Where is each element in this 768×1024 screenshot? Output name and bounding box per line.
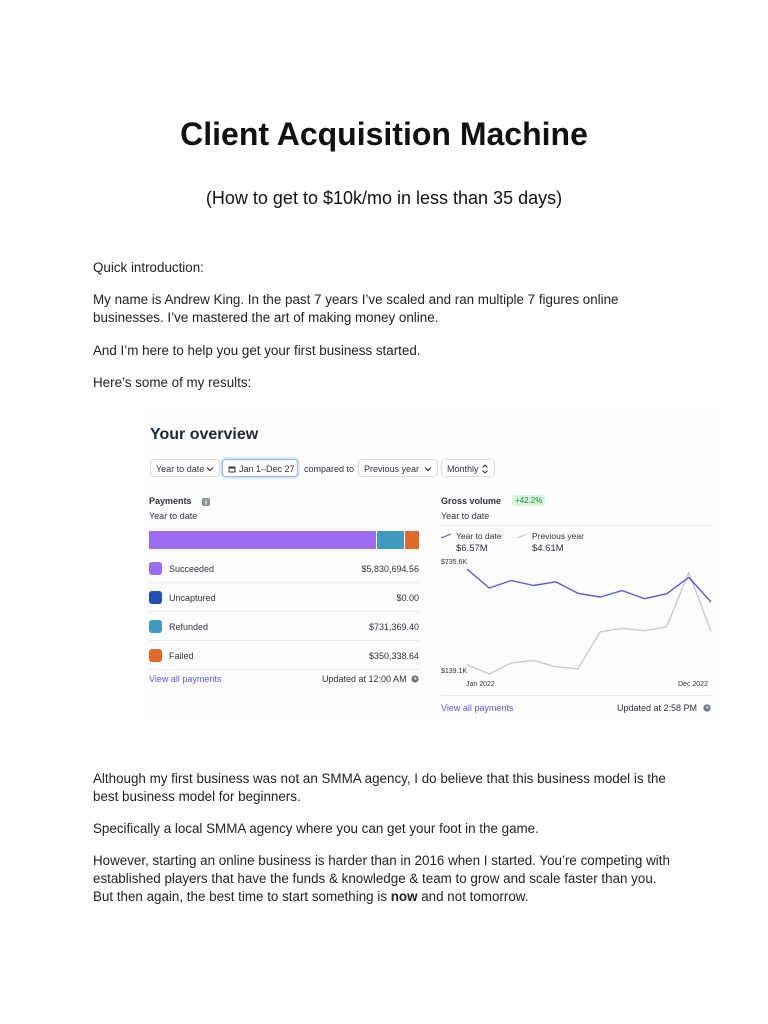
series-line-year-to-date (467, 569, 711, 602)
closing-emphasis: now (390, 889, 418, 904)
failed-swatch (149, 649, 162, 662)
legend-previous-value: $4.61M (532, 543, 564, 554)
clock-icon (411, 675, 419, 683)
succeeded-value: $5,830,694.56 (361, 564, 419, 574)
results-intro: Here’s some of my results: (93, 375, 252, 390)
x-start-label: Jan 2022 (466, 681, 495, 688)
date-range-button[interactable] (222, 459, 298, 477)
legend-line-current (441, 533, 451, 539)
closing-paragraph (93, 852, 678, 906)
legend-current-value: $6.57M (456, 543, 488, 554)
closing-text: However, starting an online business is harder than in 2016 when I started. You’re competing with established players that have the funds & knowledge & team to grow and scale faster than you. But then again, the best time to start something is (93, 853, 670, 904)
gross-subtitle: Year to date (441, 511, 490, 521)
intro-help-paragraph: And I’m here to help you get your first business started. (93, 343, 421, 358)
divider (149, 611, 419, 612)
payments-bar-succeeded (149, 531, 376, 549)
refunded-value: $731,369.40 (368, 622, 419, 632)
gross-volume-title: Gross volume (441, 496, 502, 506)
payments-subtitle: Year to date (149, 511, 198, 521)
uncaptured-swatch (149, 591, 162, 604)
smma-paragraph: Although my first business was not an SMMA agency, I do believe that this business model is the best business model for beginners. (93, 771, 666, 804)
payments-view-all-link[interactable]: View all payments (149, 674, 222, 684)
failed-label: Failed (169, 651, 194, 661)
document-subtitle: (How to get to $10k/mo in less than 35 days) (205, 188, 563, 208)
y-bottom-label: $139.1K (441, 668, 468, 675)
payments-title: Payments (149, 496, 192, 506)
payments-bar-failed (405, 531, 419, 549)
divider (149, 669, 419, 670)
document-title: Client Acquisition Machine (180, 116, 588, 152)
intro-heading: Quick introduction: (93, 260, 204, 275)
legend-current-label: Year to date (456, 531, 502, 541)
payments-updated: Updated at 12:00 AM (322, 674, 407, 684)
succeeded-label: Succeeded (169, 564, 215, 574)
divider (441, 525, 711, 526)
interval-select-label: Monthly (447, 464, 479, 474)
dashboard-screenshot (142, 406, 722, 720)
failed-value: $350,338.64 (368, 651, 419, 661)
info-icon[interactable] (202, 498, 210, 506)
gross-volume-chart (441, 561, 721, 681)
interval-select[interactable] (441, 459, 495, 477)
succeeded-swatch (149, 562, 162, 575)
refunded-label: Refunded (169, 622, 209, 632)
divider (441, 695, 711, 696)
compare-select-label: Previous year (364, 464, 420, 474)
range-select-label: Year to date (156, 464, 205, 474)
uncaptured-label: Uncaptured (169, 593, 216, 603)
compared-to-label: compared to (304, 464, 355, 474)
local-smma-paragraph: Specifically a local SMMA agency where you can get your foot in the game. (93, 821, 539, 836)
growth-badge: +42.2% (512, 495, 545, 506)
chevron-down-icon (206, 465, 214, 473)
gross-updated: Updated at 2:58 PM (617, 703, 698, 713)
y-top-label: $735.6K (441, 559, 468, 566)
divider (149, 640, 419, 641)
calendar-icon (228, 465, 236, 473)
payments-bar-refunded (377, 531, 404, 549)
uncaptured-value: $0.00 (396, 593, 419, 603)
chevron-updown-icon (481, 464, 489, 474)
legend-previous-label: Previous year (532, 531, 584, 541)
closing-tail: and not tomorrow. (417, 889, 529, 904)
overview-title: Your overview (150, 426, 259, 443)
clock-icon (703, 704, 711, 712)
divider (149, 582, 419, 583)
date-range-label: Jan 1–Dec 27 (239, 464, 295, 474)
compare-select[interactable] (358, 459, 438, 477)
gross-view-all-link[interactable]: View all payments (441, 703, 514, 713)
legend-line-previous (517, 533, 527, 539)
x-end-label: Dec 2022 (678, 681, 708, 688)
chevron-down-icon (424, 465, 432, 473)
refunded-swatch (149, 620, 162, 633)
range-select[interactable] (150, 459, 220, 477)
intro-paragraph: My name is Andrew King. In the past 7 years I’ve scaled and ran multiple 7 figures online businesses. I’ve mastered the art of making money online. (93, 292, 619, 325)
